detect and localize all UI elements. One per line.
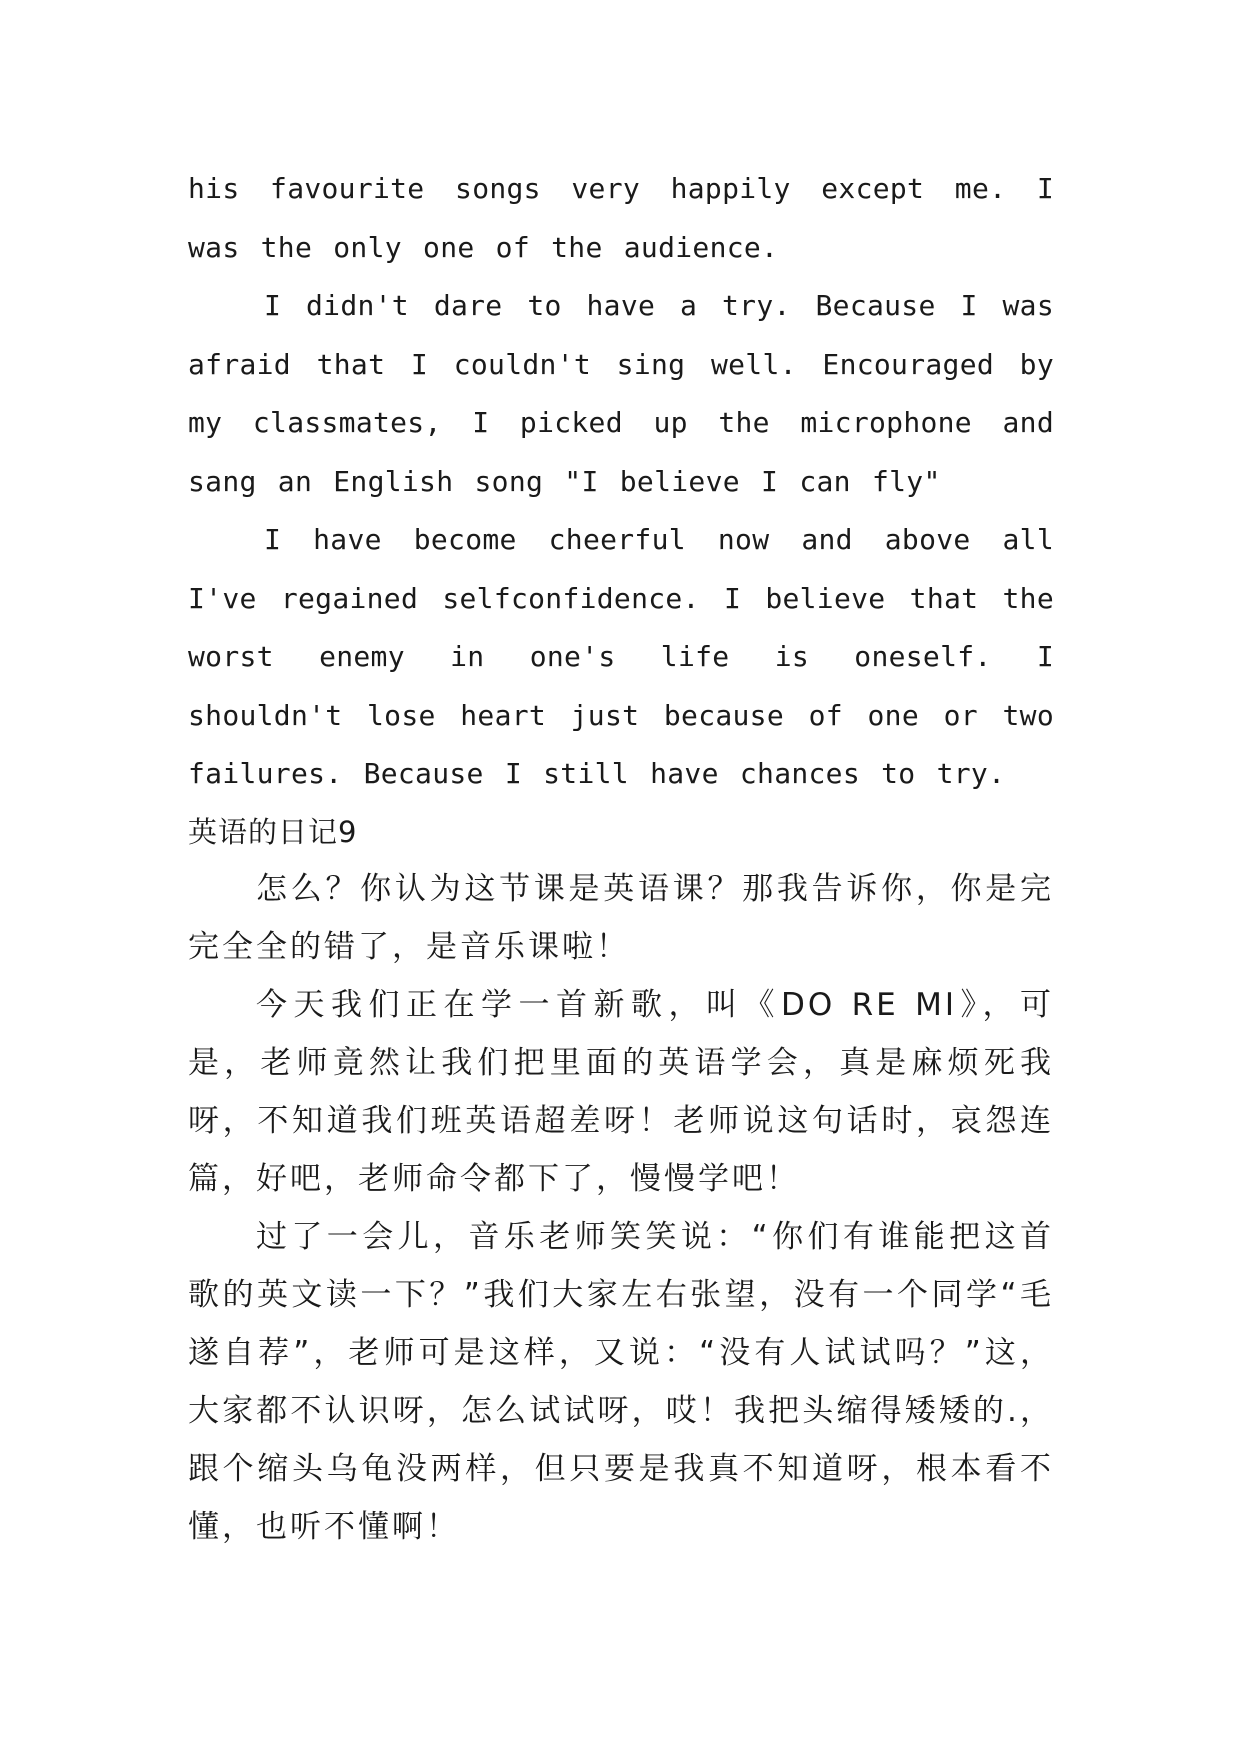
paragraph-zh-3: 过了一会儿，音乐老师笑笑说：“你们有谁能把这首歌的英文读一下？”我们大家左右张望，没有一个同学“毛遂自荐”，老师可是这样，又说：“没有人试试吗？”这，大家都不认识呀，怎么试试呀，哎！我把头缩得矮矮的.，跟个缩头乌龟没两样，但只要是我真不知道呀，根本看不懂，也听不懂啊！ (188, 1218, 1054, 1545)
paragraph-zh-2: 今天我们正在学一首新歌，叫《DO RE MI》，可是，老师竟然让我们把里面的英语学会，真是麻烦死我呀，不知道我们班英语超差呀！老师说这句话时，哀怨连篇，好吧，老师命令都下了，慢慢学吧！ (188, 986, 1054, 1197)
section-title: 英语的日记9 (188, 814, 358, 849)
paragraph-en-3: I have become cheerful now and above all I've regained selfconfidence. I believe that the worst enemy in one's life is oneself. I shouldn't lose heart just because of one or two failures. Because I still have chances to try. (188, 523, 1054, 790)
paragraph-en-1: his favourite songs very happily except me. I was the only one of the audience. (188, 172, 1054, 264)
document-page (188, 160, 1054, 1556)
paragraph-en-2: I didn't dare to have a try. Because I was afraid that I couldn't sing well. Encouraged by my classmates, I picked up the microphone and sang an English song "I believe I can fly" (188, 289, 1054, 498)
paragraph-zh-1: 怎么？你认为这节课是英语课？那我告诉你，你是完完全全的错了，是音乐课啦！ (188, 870, 1054, 965)
